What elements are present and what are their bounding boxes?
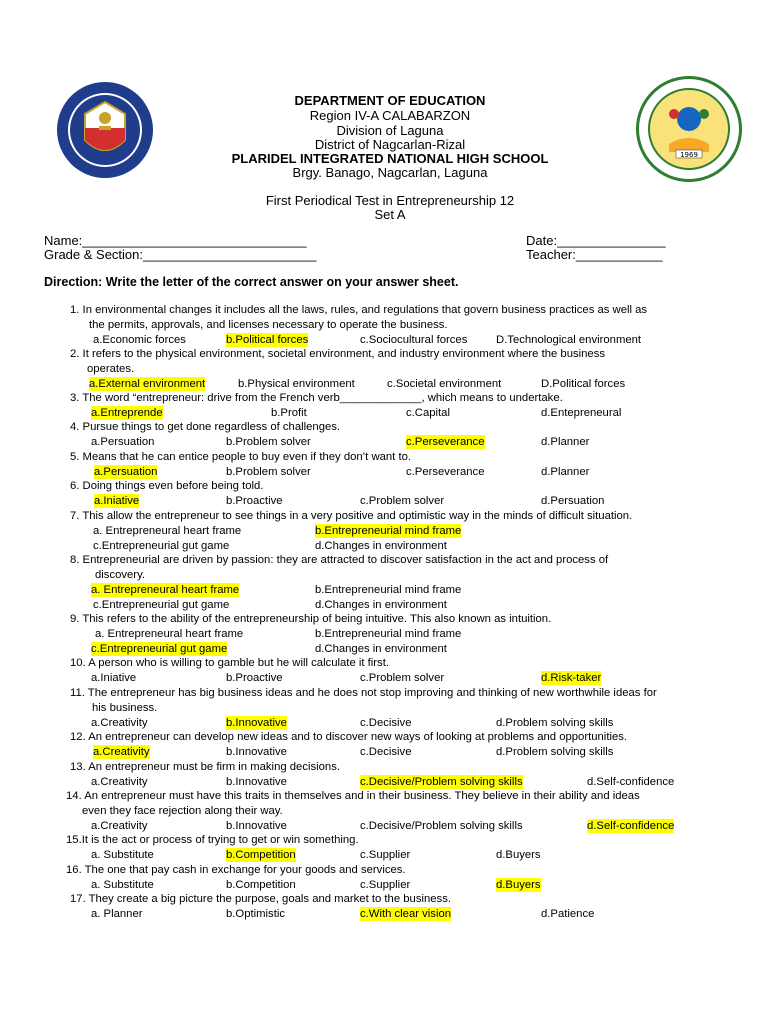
svg-text:1969: 1969	[680, 151, 698, 159]
question-11-text: 11. The entrepreneur has big business ideas and he does not stop improving and thinking of new worthwhile ideas for	[70, 687, 657, 699]
question-2-option-d: D.Political forces	[541, 378, 626, 390]
question-3-option-b: b.Profit	[271, 407, 307, 419]
question-9-option-c-answer: c.Entrepreneurial gut game	[91, 643, 228, 655]
question-12-option-a-answer: a.Creativity	[93, 746, 150, 758]
question-6-option-c: c.Problem solver	[360, 495, 445, 507]
question-14-text: 14. An entrepreneur must have this traits in themselves and in their business. They believe in their ability and ideas	[66, 790, 640, 802]
direction-text: Direction: Write the letter of the correct answer on your answer sheet.	[44, 275, 459, 289]
question-2-option-a-answer: a.External environment	[89, 378, 206, 390]
question-12-text: 12. An entrepreneur can develop new ideas and to discover new ways of looking at problems and opportunities.	[70, 731, 628, 743]
question-9-option-b: b.Entrepreneurial mind frame	[315, 628, 462, 640]
question-1-option-b-answer: b.Political forces	[226, 334, 309, 346]
question-6-option-b: b.Proactive	[226, 495, 283, 507]
question-11-text-cont: his business.	[92, 702, 158, 714]
region-line: Region IV-A CALABARZON	[309, 108, 471, 123]
school-name: PLARIDEL INTEGRATED NATIONAL HIGH SCHOOL	[231, 151, 549, 166]
question-7-option-a: a. Entrepreneural heart frame	[93, 525, 242, 537]
question-9-option-d: d.Changes in environment	[315, 643, 447, 655]
question-5-option-a-answer: a.Persuation	[94, 466, 158, 478]
department-heading: DEPARTMENT OF EDUCATION	[294, 93, 486, 108]
question-2-option-c: c.Societal environment	[387, 378, 502, 390]
question-8-text-cont: discovery.	[95, 569, 146, 581]
question-8-option-a-answer: a. Entrepreneural heart frame	[91, 584, 240, 596]
question-17-option-c-answer: c.With clear vision	[360, 908, 452, 920]
question-7-text: 7. This allow the entrepreneur to see things in a very positive and optimistic way in the minds of difficult situation.	[70, 510, 633, 522]
question-12-option-b: b.Innovative	[226, 746, 287, 758]
grade-section-field: Grade & Section:________________________	[44, 247, 317, 262]
question-2-text-cont: operates.	[87, 363, 135, 375]
test-set: Set A	[374, 207, 406, 222]
question-6-text: 6. Doing things even before being told.	[70, 480, 264, 492]
name-field: Name:_______________________________	[44, 233, 307, 248]
question-16-option-a: a. Substitute	[91, 879, 154, 891]
question-10-option-d-answer: d.Risk-taker	[541, 672, 602, 684]
question-9-text: 9. This refers to the ability of the entrepreneurship of being intuitive. This also known as intuition.	[70, 613, 552, 625]
question-16-text: 16. The one that pay cash in exchange for your goods and services.	[66, 864, 406, 876]
question-8-text: 8. Entrepreneurial are driven by passion: they are attracted to discover satisfaction in the act and process of	[70, 554, 609, 566]
question-12-option-c: c.Decisive	[360, 746, 412, 758]
question-4-option-d: d.Planner	[541, 436, 590, 448]
question-11-option-b-answer: b.Innovative	[226, 717, 287, 729]
question-5-option-b: b.Problem solver	[226, 466, 311, 478]
question-6-option-a-answer: a.Iniative	[94, 495, 140, 507]
question-4-option-b: b.Problem solver	[226, 436, 311, 448]
question-17-option-d: d.Patience	[541, 908, 595, 920]
teacher-field: Teacher:____________	[526, 247, 663, 262]
question-14-option-c: c.Decisive/Problem solving skills	[360, 820, 523, 832]
question-10-option-c: c.Problem solver	[360, 672, 445, 684]
question-15-option-a: a. Substitute	[91, 849, 154, 861]
question-3-option-a-answer: a.Entreprende	[91, 407, 163, 419]
question-13-option-b: b.Innovative	[226, 776, 287, 788]
question-1-text: 1. In environmental changes it includes all the laws, rules, and regulations that govern business practices as well as	[70, 304, 648, 316]
question-16-option-b: b.Competition	[226, 879, 296, 891]
question-14-text-cont: even they face rejection along their way.	[82, 805, 283, 817]
question-10-option-a: a.Iniative	[91, 672, 137, 684]
question-16-option-c: c.Supplier	[360, 879, 411, 891]
question-2-option-b: b.Physical environment	[238, 378, 355, 390]
question-5-option-c: c.Perseverance	[406, 466, 485, 478]
question-10-text: 10. A person who is willing to gamble but he will calculate it first.	[70, 657, 389, 669]
question-3-option-c: c.Capital	[406, 407, 450, 419]
question-1-option-c: c.Sociocultural forces	[360, 334, 468, 346]
question-13-option-c-answer: c.Decisive/Problem solving skills	[360, 776, 523, 788]
question-14-option-d-answer: d.Self-confidence	[587, 820, 675, 832]
question-4-option-a: a.Persuation	[91, 436, 155, 448]
question-10-option-b: b.Proactive	[226, 672, 283, 684]
question-5-text: 5. Means that he can entice people to buy even if they don’t want to.	[70, 451, 412, 463]
question-15-option-d: d.Buyers	[496, 849, 541, 861]
question-8-option-b: b.Entrepreneurial mind frame	[315, 584, 462, 596]
question-3-option-d: d.Entepreneural	[541, 407, 622, 419]
question-1-option-a: a.Economic forces	[93, 334, 186, 346]
question-12-option-d: d.Problem solving skills	[496, 746, 614, 758]
question-17-option-a: a. Planner	[91, 908, 143, 920]
division-line: Division of Laguna	[336, 123, 444, 138]
test-title: First Periodical Test in Entrepreneurship 12	[265, 193, 515, 208]
district-line: District of Nagcarlan-Rizal	[314, 137, 466, 152]
question-6-option-d: d.Persuation	[541, 495, 605, 507]
question-14-option-b: b.Innovative	[226, 820, 287, 832]
question-17-option-b: b.Optimistic	[226, 908, 286, 920]
question-2-text: 2. It refers to the physical environment, societal environment, and industry environment where the business	[70, 348, 605, 360]
question-1-text-cont: the permits, approvals, and licenses necessary to operate the business.	[89, 319, 448, 331]
question-11-option-a: a.Creativity	[91, 717, 148, 729]
question-13-option-a: a.Creativity	[91, 776, 148, 788]
question-15-option-c: c.Supplier	[360, 849, 411, 861]
question-16-option-d-answer: d.Buyers	[496, 879, 541, 891]
question-7-option-d: d.Changes in environment	[315, 540, 447, 552]
question-11-option-d: d.Problem solving skills	[496, 717, 614, 729]
question-11-option-c: c.Decisive	[360, 717, 412, 729]
question-7-option-b-answer: b.Entrepreneurial mind frame	[315, 525, 462, 537]
school-address: Brgy. Banago, Nagcarlan, Laguna	[292, 165, 488, 180]
date-field: Date:_______________	[526, 233, 666, 248]
question-8-option-c: c.Entrepreneurial gut game	[93, 599, 230, 611]
question-13-option-d: d.Self-confidence	[587, 776, 675, 788]
question-5-option-d: d.Planner	[541, 466, 590, 478]
question-15-text: 15.It is the act or process of trying to get or win something.	[66, 834, 359, 846]
question-4-option-c-answer: c.Perseverance	[406, 436, 485, 448]
question-3-text: 3. The word “entrepreneur: drive from the French verb_____________, which means to undertake.	[70, 392, 563, 404]
question-13-text: 13. An entrepreneur must be firm in making decisions.	[70, 761, 341, 773]
question-17-text: 17. They create a big picture the purpose, goals and market to the business.	[70, 893, 451, 905]
question-15-option-b-answer: b.Competition	[226, 849, 296, 861]
question-4-text: 4. Pursue things to get done regardless of challenges.	[70, 421, 341, 433]
question-7-option-c: c.Entrepreneurial gut game	[93, 540, 230, 552]
question-1-option-d: D.Technological environment	[496, 334, 642, 346]
question-8-option-d: d.Changes in environment	[315, 599, 447, 611]
question-9-option-a: a. Entrepreneural heart frame	[95, 628, 244, 640]
question-14-option-a: a.Creativity	[91, 820, 148, 832]
